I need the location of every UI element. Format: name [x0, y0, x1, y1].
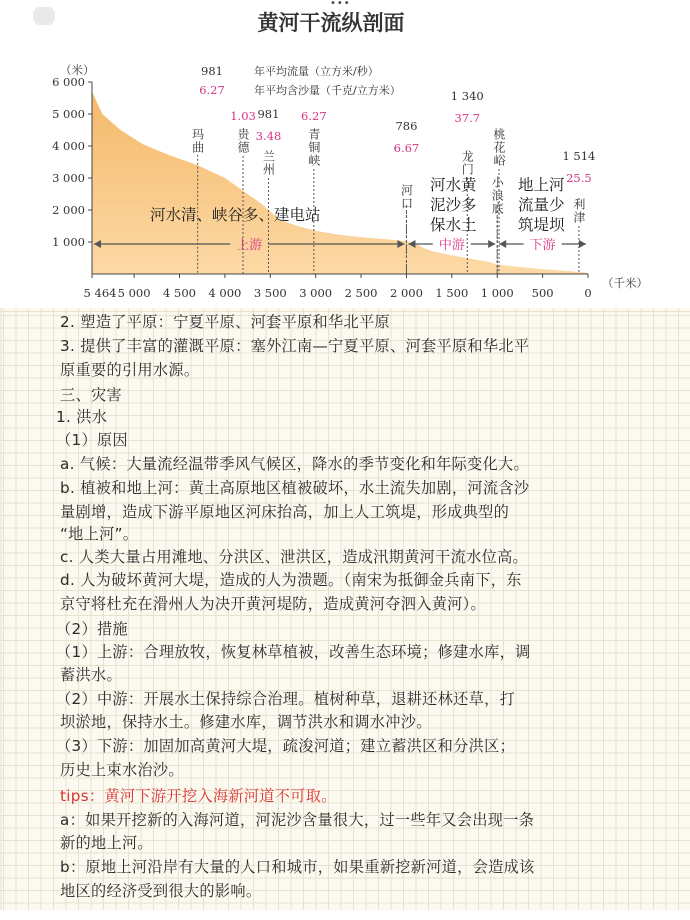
- note-line: a：如果开挖新的入海河道，河泥沙含量很大，过一些年又会出现一条: [60, 811, 535, 829]
- river-profile-chart: [0, 0, 690, 312]
- station-label: 利津: [571, 198, 586, 224]
- note-line: 1. 洪水: [56, 408, 108, 426]
- note-line: （1）原因: [56, 431, 128, 449]
- note-line: 蓄洪水。: [60, 666, 122, 684]
- y-tick-label: 3 000: [52, 171, 85, 185]
- station-flow-value: 981: [257, 107, 280, 121]
- annotation-middle: 河水黄: [430, 176, 477, 194]
- note-line: 原重要的引用水源。: [60, 361, 200, 379]
- station-label: 玛曲: [190, 128, 205, 154]
- note-line: 坝淤地，保持水土。修建水库，调节洪水和调水冲沙。: [60, 713, 432, 731]
- station-sediment-value: 1.03: [230, 109, 256, 123]
- chart-svg: [0, 0, 690, 312]
- annotation-middle: 保水土: [430, 216, 477, 234]
- station-label: 贵德: [236, 128, 251, 154]
- x-tick-label: 2 000: [389, 286, 423, 300]
- segment-arrowhead: [579, 240, 586, 248]
- y-tick-label: 1 000: [52, 235, 85, 249]
- legend-sediment-value: 6.27: [199, 83, 225, 97]
- legend-flow-value: 981: [201, 64, 223, 78]
- x-tick-label: 3 500: [253, 286, 287, 300]
- x-tick-label: 1 000: [480, 286, 514, 300]
- note-line: b：原地上河沿岸有大量的人口和城市，如果重新挖新河道，会造成该: [60, 858, 535, 876]
- y-tick-label: 2 000: [52, 203, 85, 217]
- note-line: b. 植被和地上河：黄土高原地区植被破坏，水土流失加剧，河流含沙: [60, 479, 530, 497]
- segment-label: 下游: [529, 238, 556, 253]
- note-line: “地上河”。: [60, 525, 139, 543]
- x-tick-label: 4 500: [163, 286, 196, 300]
- station-sediment-value: 25.5: [566, 171, 592, 185]
- x-tick-label: 500: [531, 286, 554, 300]
- station-flow-value: 786: [395, 119, 418, 133]
- note-line: 京守将杜充在滑州人为决开黄河堤防，造成黄河夺泗入黄河）。: [60, 595, 487, 613]
- chart-title: 黄河干流纵剖面: [257, 11, 405, 35]
- segment-arrowhead: [499, 240, 506, 248]
- y-tick-label: 6 000: [52, 75, 85, 89]
- station-label: 龙门: [460, 150, 475, 176]
- note-line: 量剧增，造成下游平原地区河床抬高，加上人工筑堤，形成典型的: [60, 503, 510, 521]
- y-tick-label: 5 000: [52, 107, 85, 121]
- legend-flow-label: 年平均流量（立方米/秒）: [254, 65, 379, 78]
- legend-sediment-label: 年平均含沙量（千克/立方米）: [254, 84, 401, 97]
- station-sediment-value: 6.27: [301, 109, 327, 123]
- station-label: 桃花峪: [492, 128, 507, 167]
- x-tick-label: 3 000: [299, 286, 333, 300]
- note-line: （3）下游：加固加高黄河大堤，疏浚河道；建立蓄洪区和分洪区；: [56, 737, 516, 755]
- note-line: 历史上束水治沙。: [60, 761, 184, 779]
- segment-label: 上游: [236, 238, 263, 253]
- note-tip-line: tips：黄河下游开挖入海新河道不可取。: [60, 787, 337, 805]
- x-tick-label: 5 000: [117, 286, 151, 300]
- note-line: d. 人为破坏黄河大堤，造成的人为溃题。（南宋为抵御金兵南下，东: [60, 571, 522, 589]
- x-tick-label: 1 500: [435, 286, 469, 300]
- y-tick-label: 4 000: [52, 139, 85, 153]
- x-tick-label: 2 500: [344, 286, 378, 300]
- more-dots-icon[interactable]: •••: [330, 0, 351, 9]
- note-line: c. 人类大量占用滩地、分洪区、泄洪区，造成汛期黄河干流水位高。: [60, 548, 529, 566]
- note-line: （2）措施: [56, 620, 128, 638]
- annotation-lower: 流量少: [518, 196, 565, 214]
- note-line: （2）中游：开展水土保持综合治理。植树种草，退耕还林还草，打: [56, 690, 516, 708]
- station-sediment-value: 37.7: [454, 111, 481, 125]
- station-label: 小浪底: [490, 176, 505, 215]
- x-tick-label: 4 000: [208, 286, 242, 300]
- annotation-upper: 河水清、峡谷多、建电站: [150, 206, 321, 224]
- profile-area: [92, 92, 588, 274]
- station-label: 青铜峡: [306, 128, 321, 167]
- station-sediment-value: 6.67: [393, 141, 420, 155]
- x-tick-label: 5 464: [83, 286, 117, 300]
- notes-section: [0, 308, 690, 912]
- station-label: 兰州: [261, 150, 276, 176]
- station-flow-value: 1 514: [562, 149, 596, 163]
- annotation-lower: 筑堤坝: [518, 216, 565, 234]
- note-line: 2. 塑造了平原：宁夏平原、河套平原和华北平原: [60, 313, 390, 331]
- station-label: 河口: [399, 184, 414, 210]
- note-line: 新的地上河。: [60, 834, 153, 852]
- x-axis-label: （千米）: [602, 276, 648, 290]
- note-line: 三、灾害: [60, 386, 122, 404]
- segment-arrowhead: [488, 240, 495, 248]
- station-flow-value: 1 340: [450, 89, 484, 103]
- note-line: 3. 提供了丰富的灌溉平原：塞外江南—宁夏平原、河套平原和华北平: [60, 337, 530, 355]
- note-line: a. 气候：大量流经温带季风气候区，降水的季节变化和年际变化大。: [60, 455, 529, 473]
- annotation-middle: 泥沙多: [430, 196, 477, 214]
- station-sediment-value: 3.48: [255, 129, 282, 143]
- y-axis-label: （米）: [60, 63, 95, 77]
- note-line: 地区的经济受到很大的影响。: [60, 882, 262, 900]
- x-tick-label: 0: [584, 286, 592, 300]
- annotation-lower: 地上河: [518, 176, 565, 194]
- bottom-bar: [0, 910, 690, 920]
- note-line: （1）上游：合理放牧，恢复林草植被，改善生态环境；修建水库，调: [56, 643, 531, 661]
- segment-label: 中游: [438, 238, 465, 253]
